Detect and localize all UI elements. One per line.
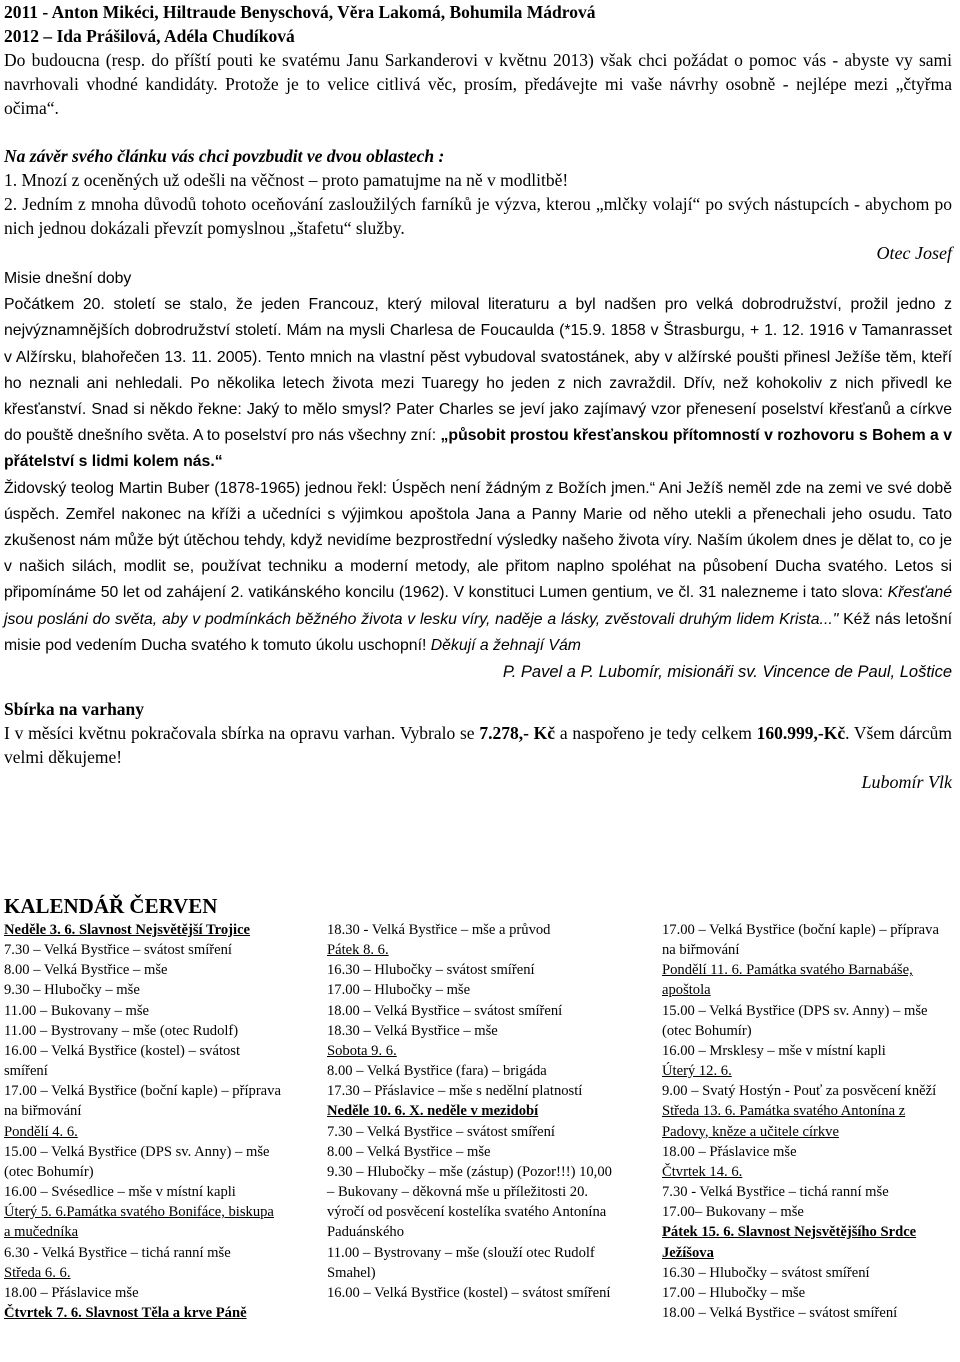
- calendar-entry: 11.00 – Bystrovany – mše (slouží otec Rudolf Smahel): [327, 1244, 595, 1281]
- mission-quote-bold: „působit prostou křesťanskou přítomností v rozhovoru s Bohem a v přátelství s lidmi kolem nás.“: [4, 427, 952, 471]
- calendar-entry: 18.00 – Velká Bystřice – svátost smíření: [662, 1304, 898, 1321]
- calendar-entry: 17.00 – Velká Bystřice (boční kaple) – příprava na biřmování: [662, 922, 939, 959]
- calendar-day-heading: Úterý 5. 6.Památka svatého Bonifáce, biskupa a mučedníka: [4, 1204, 274, 1241]
- closing-point-2: 2. Jedním z mnoha důvodů tohoto oceňování zasloužilých farníků je výzva, kterou „mlčky volají“ po svých nástupcích - abychom po nich jednou dokázali převzít pomyslnou „štafetu“ služby.: [4, 194, 952, 238]
- calendar-entry: 17.00 – Hlubočky – mše: [327, 982, 471, 999]
- calendar-entry: 15.00 – Velká Bystřice (DPS sv. Anny) – mše (otec Bohumír): [662, 1002, 928, 1039]
- calendar-entry: 17.30 – Přáslavice – mše s nedělní platností: [327, 1083, 583, 1100]
- calendar-day-heading: Čtvrtek 7. 6. Slavnost Těla a krve Páně: [4, 1304, 247, 1321]
- honorees-2011: 2011 - Anton Mikéci, Hiltraude Benyschová, Věra Lakomá, Bohumila Mádrová: [4, 2, 596, 22]
- article-body: [4, 0, 952, 795]
- calendar-entry: 7.30 – Velká Bystřice – svátost smíření: [4, 942, 232, 959]
- calendar-entry: 17.00 – Hlubočky – mše: [662, 1284, 806, 1301]
- calendar-entry: 18.00 – Velká Bystřice – svátost smíření: [327, 1002, 563, 1019]
- calendar-entry: 16.00 – Svésedlice – mše v místní kapli: [4, 1184, 236, 1201]
- organ-paragraph: I v měsíci květnu pokračovala sbírka na opravu varhan. Vybralo se 7.278,- Kč a naspořeno je tedy celkem 160.999,-Kč. Všem dárcům velmi děkujeme!: [4, 723, 952, 768]
- calendar-column-1: [4, 920, 284, 1323]
- calendar-day-heading: Středa 13. 6. Památka svatého Antonína z Padovy, kněze a učitele církve: [662, 1103, 906, 1140]
- calendar-entry: 16.30 – Hlubočky – svátost smíření: [327, 962, 535, 979]
- calendar-day-heading: Pondělí 11. 6. Památka svatého Barnabáše, apoštola: [662, 962, 913, 999]
- calendar-day-heading: Středa 6. 6.: [4, 1264, 71, 1281]
- calendar-day-heading: Čtvrtek 14. 6.: [662, 1163, 743, 1180]
- mission-paragraph-1: Počátkem 20. století se stalo, že jeden Francouz, který miloval literaturu a byl nadšen pro velká dobrodružství, prožil jedno z nejvýznamnějších dobrodružství století. Mám na mysli Charlesa de Foucaulda (*15.9. 1858 v Štrasburgu, + 1. 12. 1916 v Tamanrasset v Alžírsku, blahořečen 13. 11. 2005). Tento mnich na vlastní pěst vybudoval svatostánek, aby v alžírské poušti přinesl Ježíše těm, kteří ho neznali ani nehledali. Po několika letech života mezi Tuaregy ho jeden z nich zavraždil. Dřív, než kohokoliv z nich přivedl ke křesťanství. Snad si někdo řekne: Jaký to mělo smysl? Pater Charles se jeví jako zajímavý vzor přenesení poselství křesťanů a církve do pouště dnešního světa. A to poselství pro nás všechny zní: „působit prostou křesťanskou přítomností v rozhovoru s Bohem a v přátelství s lidmi kolem nás.“: [4, 296, 952, 471]
- calendar-column-3: [662, 920, 954, 1323]
- calendar-title: KALENDÁŘ ČERVEN: [4, 894, 218, 918]
- calendar-entry: 9.30 – Hlubočky – mše: [4, 982, 140, 999]
- calendar-entry: 8.00 – Velká Bystřice – mše: [4, 962, 168, 979]
- calendar-entry: 16.00 – Velká Bystřice (kostel) – svátost smíření: [4, 1042, 241, 1080]
- calendar-entry: 17.00– Bukovany – mše: [662, 1204, 804, 1221]
- calendar-day-heading: Úterý 12. 6.: [662, 1063, 732, 1080]
- calendar-entry: 9.00 – Svatý Hostýn - Pouť za posvěcení kněží: [662, 1083, 937, 1100]
- calendar-entry: 18.30 - Velká Bystřice – mše a průvod: [327, 922, 551, 938]
- mission-paragraph-2: Židovský teolog Martin Buber (1878-1965) jednou řekl: Úspěch není žádným z Božích jmen.“ Ani Ježíš neměl zde na zemi ve své době úspěch. Zemřel nakonec na kříži a učedníci s výjimkou apoštola Jana a Panny Marie od něho utekli a přenechali jeho osudu. Tato zkušenost nám může být útěchou tehdy, když nevidíme bezprostřední výsledky našeho života víry. Naším úkolem dnes je dělat to, co je v našich silách, modlit se, používat techniku a moderní metody, ale přitom naplno spoléhat na působení Ducha svatého. Letos si připomínáme 50 let od zahájení 2. vatikánského koncilu (1962). V konstituci Lumen gentium, ve čl. 31 nalezneme i tato slova: Křesťané jsou posláni do světa, aby v podmínkách běžného života v lesku víry, naděje a lásky, zvěstovali druhým lidem Krista..." Kéž nás letošní misie pod vedením Ducha svatého k tomuto úkolu uschopní! Děkují a žehnají Vám: [4, 479, 952, 654]
- signature-otec-josef: Otec Josef: [876, 243, 952, 263]
- calendar-day-heading: Neděle 10. 6. X. neděle v mezidobí: [327, 1103, 539, 1120]
- calendar-entry: 18.00 – Přáslavice mše: [4, 1284, 139, 1301]
- calendar-entry: 7.30 - Velká Bystřice – tichá ranní mše: [662, 1184, 889, 1201]
- calendar-entry: 6.30 - Velká Bystřice – tichá ranní mše: [4, 1244, 231, 1261]
- calendar-entry: 8.00 – Velká Bystřice (fara) – brigáda: [327, 1063, 547, 1080]
- calendar-day-heading: Pondělí 4. 6.: [4, 1123, 78, 1140]
- mission-section: [4, 266, 952, 685]
- mission-quote-italic: Křesťané jsou posláni do světa, aby v podmínkách běžného života v lesku víry, naděje a lásky, zvěstovali druhým lidem Krista...": [4, 584, 952, 628]
- calendar-entry: 8.00 – Velká Bystřice – mše: [327, 1143, 491, 1160]
- calendar-entry: 11.00 – Bystrovany – mše (otec Rudolf): [4, 1022, 239, 1039]
- calendar-entry: 7.30 – Velká Bystřice – svátost smíření: [327, 1123, 555, 1140]
- calendar-entry: 17.00 – Velká Bystřice (boční kaple) – příprava na biřmování: [4, 1083, 281, 1120]
- calendar-entry: 18.00 – Přáslavice mše: [662, 1143, 797, 1160]
- calendar-entry: 9.30 – Hlubočky – mše (zástup) (Pozor!!!) 10,00 – Bukovany – děkovná mše u příležitosti 20. výročí od posvěcení kostelíka svatého Antonína Paduánského: [327, 1163, 612, 1241]
- calendar-entry: 18.30 – Velká Bystřice – mše: [327, 1022, 498, 1039]
- calendar-entry: 11.00 – Bukovany – mše: [4, 1002, 149, 1019]
- organ-heading: Sbírka na varhany: [4, 699, 145, 720]
- calendar-day-heading: Pátek 8. 6.: [327, 942, 389, 959]
- closing-point-1: 1. Mnozí z oceněných už odešli na věčnost – proto pamatujme na ně v modlitbě!: [4, 170, 569, 190]
- signature-missionaries: P. Pavel a P. Lubomír, misionáři sv. Vincence de Paul, Loštice: [502, 663, 952, 682]
- calendar-entry: 15.00 – Velká Bystřice (DPS sv. Anny) – mše (otec Bohumír): [4, 1143, 270, 1180]
- calendar-day-heading: Neděle 3. 6. Slavnost Nejsvětější Trojice: [4, 922, 251, 938]
- calendar-day-heading: Pátek 15. 6. Slavnost Nejsvětějšího Srdce Ježíšova: [662, 1224, 917, 1261]
- calendar-entry: 16.00 – Mrsklesy – mše v místní kapli: [662, 1042, 886, 1059]
- calendar-entry: 16.00 – Velká Bystřice (kostel) – svátost smíření: [327, 1284, 611, 1301]
- mission-heading: Misie dnešní doby: [4, 270, 132, 287]
- closing-heading: Na závěr svého článku vás chci povzbudit ve dvou oblastech :: [4, 146, 445, 166]
- request-paragraph: Do budoucna (resp. do příští pouti ke svatému Janu Sarkanderovi v květnu 2013) však chci požádat o pomoc vás - abyste vy sami navrhovali vhodné kandidáty. Protože je to velice citlivá věc, prosím, předávejte mi vaše návrhy osobně - nejlépe mezi „čtyřma očima“.: [4, 50, 952, 118]
- calendar-day-heading: Sobota 9. 6.: [327, 1042, 397, 1059]
- calendar-column-2: [327, 920, 621, 1303]
- signature-lubomir-vlk: Lubomír Vlk: [861, 772, 952, 793]
- honorees-2012: 2012 – Ida Prášilová, Adéla Chudíková: [4, 26, 295, 46]
- calendar-entry: 16.30 – Hlubočky – svátost smíření: [662, 1264, 870, 1281]
